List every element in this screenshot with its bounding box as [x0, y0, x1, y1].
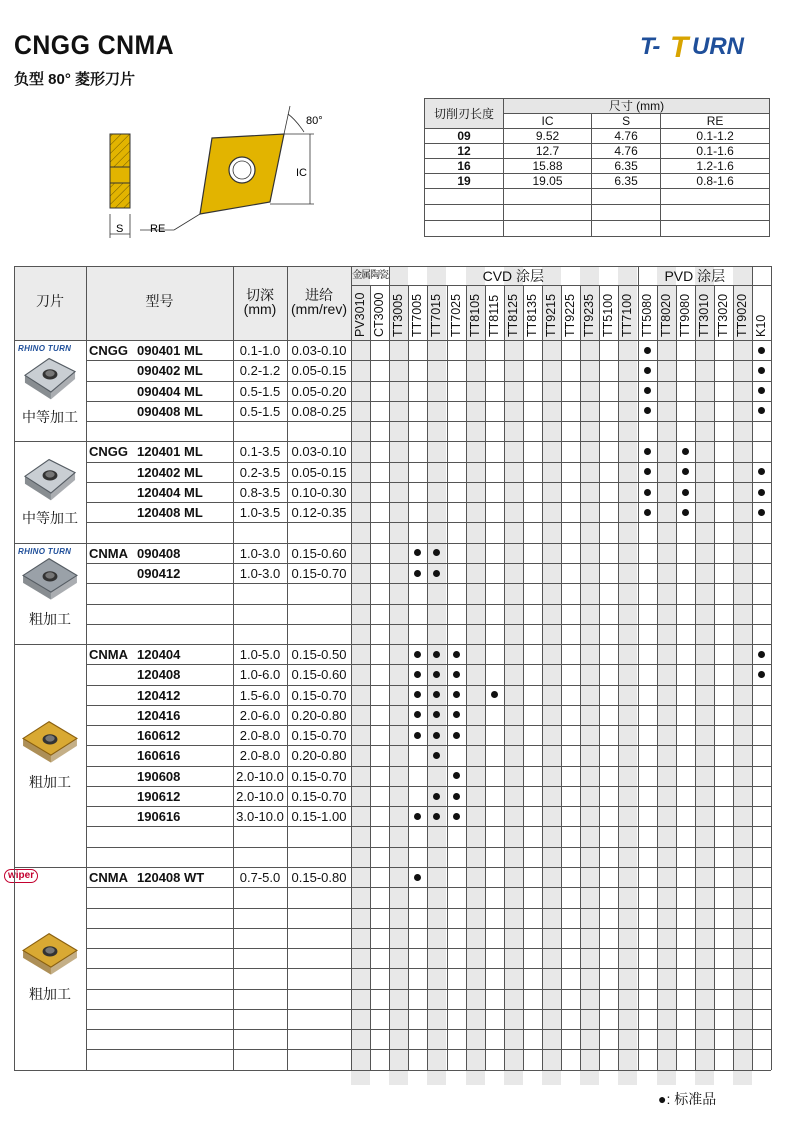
grade-label: TT5080 [639, 293, 654, 337]
depth-value: 0.7-5.0 [239, 870, 281, 886]
row-rule [86, 908, 771, 909]
grade-column-shade [657, 266, 676, 1085]
size-row-re: 1.2-1.6 [661, 159, 770, 174]
s-label: S [116, 223, 124, 235]
column-rule [676, 285, 677, 1070]
standard-dot [758, 509, 765, 516]
grade-label: TT8020 [658, 293, 673, 337]
row-rule [86, 1049, 771, 1050]
grade-label: TT9080 [677, 293, 692, 337]
depth-value: 2.0-10.0 [236, 768, 284, 784]
top-view [140, 106, 314, 230]
feed-value: 0.03-0.10 [291, 444, 347, 460]
feed-value: 0.15-0.70 [291, 768, 347, 784]
size-row-empty [425, 205, 504, 221]
group-cermet: 金属陶瓷 [352, 270, 389, 281]
standard-dot [453, 651, 460, 658]
standard-dot [758, 347, 765, 354]
grade-label: TT9020 [735, 293, 749, 337]
row-rule [86, 705, 771, 706]
model-code: 090401 ML [137, 343, 203, 358]
feed-value: 0.15-0.70 [291, 687, 347, 703]
feed-value: 0.10-0.30 [291, 484, 347, 500]
page-title: CNGG CNMA [14, 30, 175, 60]
grade-label: TT3020 [715, 293, 730, 337]
standard-dot [644, 367, 651, 374]
size-table-header-group: 尺寸 (mm) [504, 99, 770, 114]
grade-label: TT8125 [505, 293, 520, 337]
model-code: 120408 [137, 667, 181, 683]
column-rule [447, 285, 448, 1070]
row-rule [86, 806, 771, 807]
model-code: 190616 [137, 809, 181, 825]
size-row-s: 4.76 [592, 129, 661, 144]
size-row-s: 6.35 [592, 159, 661, 174]
row-rule [86, 826, 771, 827]
feed-value: 0.03-0.10 [291, 343, 347, 358]
feed-value: 0.15-1.00 [291, 809, 347, 825]
ic-label: IC [296, 167, 307, 179]
column-rule [771, 266, 772, 1070]
header-feed: 进给 (mm/rev) [291, 287, 347, 317]
standard-dot [644, 509, 651, 516]
insert-diagram [100, 104, 340, 244]
grade-column-shade [351, 266, 370, 1085]
column-rule [561, 285, 562, 1070]
standard-dot [644, 407, 651, 414]
row-rule [86, 522, 771, 523]
grade-column-shade [542, 266, 561, 1085]
model-code: 120416 [137, 707, 181, 723]
insert-image [17, 353, 83, 405]
section-rule [14, 1070, 771, 1071]
depth-value: 0.5-1.5 [239, 403, 281, 419]
model-code: 120408 WT [137, 870, 205, 886]
size-row-ic: 15.88 [504, 159, 592, 174]
depth-value: 2.0-8.0 [239, 728, 281, 744]
size-row-s: 4.76 [592, 144, 661, 159]
feed-value: 0.20-0.80 [291, 748, 347, 764]
feed-value: 0.08-0.25 [291, 403, 347, 419]
rhino-turn-brand: RHINO TURN [18, 546, 72, 556]
depth-value: 2.0-10.0 [236, 788, 284, 804]
row-rule [86, 786, 771, 787]
size-table-header-s: S [592, 114, 661, 129]
grade-column-shade [389, 266, 408, 1085]
grade-label: TT7015 [429, 293, 444, 337]
depth-value: 0.1-1.0 [239, 343, 281, 358]
standard-dot [453, 711, 460, 718]
size-row-empty [592, 189, 661, 205]
rhino-turn-brand: RHINO TURN [18, 344, 72, 353]
row-rule [86, 624, 771, 625]
standard-dot [682, 468, 689, 475]
model-code: 120412 [137, 687, 181, 703]
svg-text:T-: T- [640, 33, 660, 60]
column-rule [14, 266, 15, 1070]
feed-value: 0.15-0.70 [291, 565, 347, 581]
column-rule [695, 285, 696, 1070]
machining-caption: 中等加工 [22, 408, 78, 425]
grade-label: TT9225 [563, 293, 578, 337]
row-rule [86, 604, 771, 605]
row-rule [86, 563, 771, 564]
row-rule [86, 583, 771, 584]
column-rule [351, 266, 352, 1070]
row-rule [86, 847, 771, 848]
size-row-code: 09 [425, 129, 504, 144]
insert-image [17, 718, 83, 770]
column-rule [86, 266, 87, 1070]
column-rule [523, 285, 524, 1070]
grade-column-shade [695, 266, 714, 1085]
insert-image [17, 454, 83, 506]
model-code: 090408 ML [137, 403, 203, 419]
size-row-ic: 19.05 [504, 174, 592, 189]
size-row-ic: 12.7 [504, 144, 592, 159]
grade-label: TT9235 [582, 293, 597, 337]
depth-value: 1.0-3.5 [239, 505, 281, 521]
svg-text:T: T [670, 31, 689, 62]
row-rule [86, 887, 771, 888]
standard-dot [644, 387, 651, 394]
grade-column-shade [618, 266, 637, 1085]
row-rule [86, 685, 771, 686]
column-rule [733, 285, 734, 1070]
depth-value: 0.2-1.2 [239, 363, 281, 379]
grade-label: TT9215 [544, 293, 558, 337]
size-row-empty [592, 205, 661, 221]
feed-value: 0.15-0.60 [291, 667, 347, 683]
standard-dot [758, 367, 765, 374]
standard-dot [414, 874, 421, 881]
header-blade: 刀片 [36, 293, 64, 309]
standard-dot [414, 813, 421, 820]
table-top-rule [14, 266, 771, 267]
feed-value: 0.15-0.80 [291, 870, 347, 886]
standard-dot [758, 407, 765, 414]
depth-value: 0.8-3.5 [239, 484, 281, 500]
row-rule [86, 766, 771, 767]
column-rule [408, 285, 409, 1070]
machining-caption: 中等加工 [22, 510, 78, 527]
column-rule [657, 285, 658, 1070]
model-code: 090412 [137, 565, 181, 581]
column-rule [580, 285, 581, 1070]
model-code: 190612 [137, 788, 181, 804]
row-rule [86, 1009, 771, 1010]
column-rule [752, 266, 753, 1070]
standard-dot [414, 671, 421, 678]
size-row-s: 6.35 [592, 174, 661, 189]
model-code: 120404 ML [137, 484, 203, 500]
machining-caption: 粗加工 [29, 611, 71, 628]
insert-image [17, 555, 83, 607]
size-row-ic: 9.52 [504, 129, 592, 144]
model-code: 160612 [137, 728, 181, 744]
row-rule [86, 725, 771, 726]
feed-value: 0.15-0.50 [291, 647, 347, 663]
size-row-code: 19 [425, 174, 504, 189]
column-rule [233, 266, 234, 1070]
legend: ●: 标准品 [658, 1091, 717, 1107]
model-code: 090404 ML [137, 383, 203, 399]
group-pvd: PVD 涂层 [664, 268, 726, 284]
feed-value: 0.20-0.80 [291, 707, 347, 723]
column-rule [618, 285, 619, 1070]
row-rule [86, 745, 771, 746]
row-rule [86, 989, 771, 990]
feed-value: 0.15-0.70 [291, 728, 347, 744]
size-row-empty [504, 205, 592, 221]
depth-value: 2.0-6.0 [239, 707, 281, 723]
angle-label: 80° [306, 115, 323, 127]
size-row-empty [425, 221, 504, 237]
column-rule [485, 285, 486, 1070]
model-code: 120404 [137, 647, 181, 663]
size-row-empty [504, 189, 592, 205]
standard-dot [644, 347, 651, 354]
size-row-re: 0.1-1.2 [661, 129, 770, 144]
standard-dot [453, 772, 460, 779]
grade-selection-table [8, 266, 771, 1085]
standard-dot [453, 671, 460, 678]
standard-dot [758, 468, 765, 475]
standard-dot [682, 448, 689, 455]
model-code: 120402 ML [137, 464, 203, 480]
grade-column-shade [733, 266, 752, 1085]
standard-dot [758, 671, 765, 678]
model-code: 120408 ML [137, 505, 203, 521]
model-prefix: CNMA [89, 545, 128, 561]
standard-dot [758, 489, 765, 496]
standard-dot [491, 691, 498, 698]
standard-dot [453, 691, 460, 698]
standard-dot [644, 489, 651, 496]
feed-value: 0.05-0.15 [291, 363, 347, 379]
grade-label: TT7025 [448, 293, 463, 337]
column-rule [504, 285, 505, 1070]
size-table [424, 98, 770, 237]
model-code: 190608 [137, 768, 181, 784]
size-row-empty [425, 189, 504, 205]
size-row-empty [661, 189, 770, 205]
model-code: 160616 [137, 748, 181, 764]
size-table-header-ic: IC [504, 114, 592, 129]
row-rule [86, 968, 771, 969]
standard-dot [453, 813, 460, 820]
standard-dot [758, 387, 765, 394]
feed-value: 0.05-0.20 [291, 383, 347, 399]
column-rule [542, 285, 543, 1070]
column-rule [638, 266, 639, 1070]
column-rule [389, 266, 390, 1070]
grade-column-shade [580, 266, 599, 1085]
column-rule [427, 285, 428, 1070]
standard-dot [758, 651, 765, 658]
model-code: 090408 [137, 545, 181, 561]
depth-value: 2.0-8.0 [239, 748, 281, 764]
standard-dot [414, 711, 421, 718]
size-row-empty [504, 221, 592, 237]
column-rule [599, 285, 600, 1070]
grade-label: TT8105 [467, 293, 482, 337]
machining-caption: 粗加工 [29, 986, 71, 1003]
size-table-header-code: 切削刃长度 [425, 99, 504, 129]
standard-dot [453, 732, 460, 739]
header-model: 型号 [145, 293, 174, 309]
depth-value: 1.0-3.0 [239, 565, 281, 581]
grade-column-shade [504, 266, 523, 1085]
depth-value: 1.0-3.0 [239, 545, 281, 561]
size-row-code: 16 [425, 159, 504, 174]
column-rule [370, 285, 371, 1070]
standard-dot [414, 651, 421, 658]
depth-value: 1.0-6.0 [239, 667, 281, 683]
wiper-badge: wiper [4, 869, 38, 883]
row-rule [86, 948, 771, 949]
standard-dot [682, 489, 689, 496]
standard-dot [414, 570, 421, 577]
size-row-empty [661, 221, 770, 237]
re-label: RE [150, 223, 166, 235]
model-code: 090402 ML [137, 363, 203, 379]
standard-dot [414, 732, 421, 739]
depth-value: 0.2-3.5 [239, 464, 281, 480]
standard-dot [644, 448, 651, 455]
standard-dot [453, 793, 460, 800]
feed-value: 0.15-0.70 [291, 788, 347, 804]
row-rule [86, 664, 771, 665]
grade-label: K10 [754, 314, 769, 337]
group-cvd: CVD 涂层 [482, 268, 545, 284]
standard-dot [644, 468, 651, 475]
row-rule [86, 1029, 771, 1030]
model-prefix: CNGG [89, 444, 128, 460]
header-depth: 切深 (mm) [243, 287, 277, 317]
depth-value: 0.1-3.5 [239, 444, 281, 460]
grade-label: TT7005 [410, 293, 425, 337]
feed-value: 0.05-0.15 [291, 464, 347, 480]
depth-value: 3.0-10.0 [236, 809, 284, 825]
svg-text:URN: URN [692, 33, 744, 60]
row-rule [86, 421, 771, 422]
grade-label: PV3010 [353, 292, 367, 337]
insert-image [17, 930, 83, 982]
grade-label: TT3010 [696, 293, 711, 337]
column-rule [714, 285, 715, 1070]
model-prefix: CNMA [89, 870, 128, 886]
size-row-re: 0.8-1.6 [661, 174, 770, 189]
depth-value: 1.0-5.0 [239, 647, 281, 663]
size-row-empty [592, 221, 661, 237]
standard-dot [414, 691, 421, 698]
grade-label: TT5100 [601, 293, 616, 337]
grade-label: TT8115 [486, 294, 501, 337]
depth-value: 0.5-1.5 [239, 383, 281, 399]
model-prefix: CNGG [89, 343, 128, 358]
size-row-re: 0.1-1.6 [661, 144, 770, 159]
standard-dot [414, 549, 421, 556]
grade-column-shade [466, 266, 485, 1085]
column-rule [287, 266, 288, 1070]
feed-value: 0.15-0.60 [291, 545, 347, 561]
page-subtitle: 负型 80° 菱形刀片 [14, 71, 136, 88]
size-table-header-re: RE [661, 114, 770, 129]
grade-label: TT8135 [524, 293, 539, 337]
model-prefix: CNMA [89, 647, 128, 663]
feed-value: 0.12-0.35 [291, 505, 347, 521]
depth-value: 1.5-6.0 [239, 687, 281, 703]
grade-label: TT3005 [391, 293, 406, 337]
model-code: 120401 ML [137, 444, 203, 460]
size-row-code: 12 [425, 144, 504, 159]
grade-label: CT3000 [372, 292, 387, 337]
column-rule [466, 285, 467, 1070]
machining-caption: 粗加工 [29, 773, 71, 790]
row-rule [86, 928, 771, 929]
grade-label: TT7100 [620, 293, 635, 337]
t-turn-logo [636, 30, 776, 62]
standard-dot [682, 509, 689, 516]
size-row-empty [661, 205, 770, 221]
